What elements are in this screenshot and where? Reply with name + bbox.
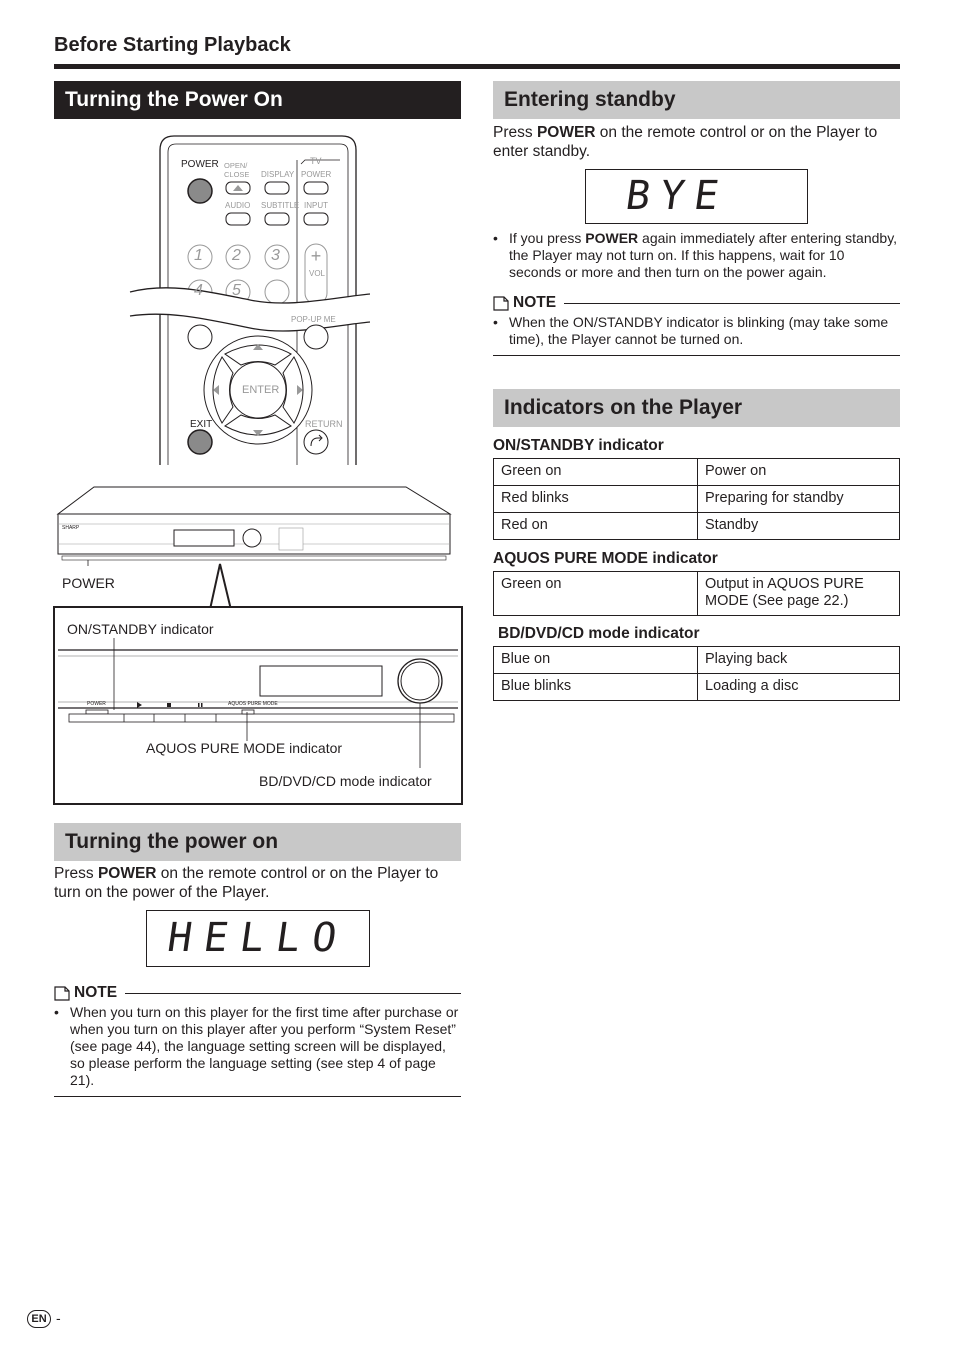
remote-control-illustration	[125, 130, 370, 465]
table-cell: Power on	[698, 459, 900, 486]
left-note-bottom-rule	[54, 1096, 461, 1097]
remote-digit-5: 5	[232, 282, 241, 299]
aquos-pure-mode-indicator-table	[493, 571, 900, 616]
bullet-dot: •	[54, 1004, 59, 1020]
table-row	[494, 674, 900, 701]
remote-digit-1: 1	[194, 247, 203, 264]
remote-input-label: INPUT	[304, 201, 328, 210]
remote-return-label: RETURN	[305, 419, 343, 429]
left-note-text: When you turn on this player for the first time after purchase or when you turn on this player after you perform “System Reset” (see page 44), the language setting screen will be displayed, so please perform the language setting (see step 4 of page 21).	[70, 1004, 459, 1088]
display-hello-text: HELLO	[164, 915, 352, 961]
bullet-dot: •	[493, 230, 498, 246]
svg-text:SHARP: SHARP	[62, 525, 80, 531]
section-title-entering-standby: Entering standby	[493, 81, 900, 119]
table-row	[494, 486, 900, 513]
page-header-title: Before Starting Playback	[54, 34, 291, 56]
table-row	[494, 647, 900, 674]
remote-display-label: DISPLAY	[261, 170, 295, 179]
table-cell: Blue on	[494, 647, 698, 674]
right-note-item	[493, 314, 898, 350]
table-row	[494, 459, 900, 486]
remote-vol-label: VOL	[309, 269, 326, 278]
remote-digit-3: 3	[271, 247, 280, 264]
remote-enter-label: ENTER	[242, 384, 280, 396]
display-hello-panel	[146, 910, 370, 967]
remote-digit-2: 2	[232, 247, 241, 264]
right-note-bottom-rule	[493, 355, 900, 356]
bd-dvd-cd-mode-indicator-heading: BD/DVD/CD mode indicator	[498, 625, 700, 642]
left-note-rule	[125, 993, 461, 994]
panel-aquos-label: AQUOS PURE MODE	[228, 701, 278, 707]
table-row	[494, 572, 900, 616]
table-cell: Loading a disc	[698, 674, 900, 701]
page-number: -	[56, 1310, 61, 1326]
remote-popup-label: POP-UP ME	[291, 315, 336, 324]
section-title-power-on: Turning the Power On	[54, 81, 461, 119]
bd-dvd-cd-mode-indicator-table	[493, 646, 900, 701]
on-standby-indicator-label: ON/STANDBY indicator	[67, 621, 214, 637]
aquos-pure-mode-indicator-heading: AQUOS PURE MODE indicator	[493, 550, 718, 567]
table-cell: Red on	[494, 513, 698, 540]
remote-audio-label: AUDIO	[225, 201, 251, 210]
left-note-item	[54, 1004, 459, 1090]
player-device-illustration	[54, 484, 454, 614]
section-title-turning-power-on: Turning the power on	[54, 823, 461, 861]
on-standby-indicator-table	[493, 458, 900, 540]
left-note-header	[54, 984, 461, 1002]
turn-on-instructions: Press POWER on the remote control or on the Player to turn on the power of the Player.	[54, 865, 439, 901]
table-cell: Playing back	[698, 647, 900, 674]
table-cell: Standby	[698, 513, 900, 540]
table-cell: Green on	[494, 459, 698, 486]
right-note-label: NOTE	[513, 294, 557, 311]
right-note-text: When the ON/STANDBY indicator is blinking (may take some time), the Player cannot be turned on.	[509, 314, 889, 347]
section-title-indicators: Indicators on the Player	[493, 389, 900, 427]
remote-power-label: POWER	[181, 159, 219, 170]
table-cell: Output in AQUOS PURE MODE (See page 22.)	[698, 572, 900, 616]
header-rule	[54, 64, 900, 69]
standby-bullet-text: If you press POWER again immediately after entering standby, the Player may not turn on. If this happens, wait for 10 seconds or more and then turn on the power again.	[509, 230, 898, 280]
language-badge: EN	[27, 1310, 51, 1328]
right-note-rule	[564, 303, 900, 304]
bd-dvd-cd-mode-indicator-label: BD/DVD/CD mode indicator	[259, 773, 432, 789]
right-note-header	[493, 294, 900, 312]
table-cell: Preparing for standby	[698, 486, 900, 513]
aquos-pure-mode-indicator-label: AQUOS PURE MODE indicator	[146, 740, 343, 756]
remote-exit-label: EXIT	[190, 419, 213, 430]
table-row	[494, 513, 900, 540]
display-bye-panel	[585, 169, 808, 224]
remote-open-close-label: OPEN/ CLOSE	[224, 161, 250, 179]
standby-instructions: Press POWER on the remote control or on the Player to enter standby.	[493, 124, 878, 160]
note-icon	[54, 986, 70, 1001]
table-cell: Green on	[494, 572, 698, 616]
standby-bullet	[493, 230, 898, 284]
bullet-dot: •	[493, 314, 498, 330]
on-standby-indicator-heading: ON/STANDBY indicator	[493, 437, 664, 454]
remote-tv-label: TV	[310, 156, 322, 166]
display-bye-text: BYE	[622, 173, 732, 219]
player-power-label: POWER	[62, 575, 115, 591]
remote-subtitle-label: SUBTITLE	[261, 201, 300, 210]
svg-text:+: +	[310, 246, 322, 266]
panel-power-label: POWER	[87, 701, 106, 707]
remote-digit-4: 4	[194, 282, 203, 299]
table-cell: Blue blinks	[494, 674, 698, 701]
remote-tv-power-label: POWER	[301, 170, 332, 179]
table-cell: Red blinks	[494, 486, 698, 513]
left-note-label: NOTE	[74, 984, 118, 1001]
note-icon	[493, 296, 509, 311]
